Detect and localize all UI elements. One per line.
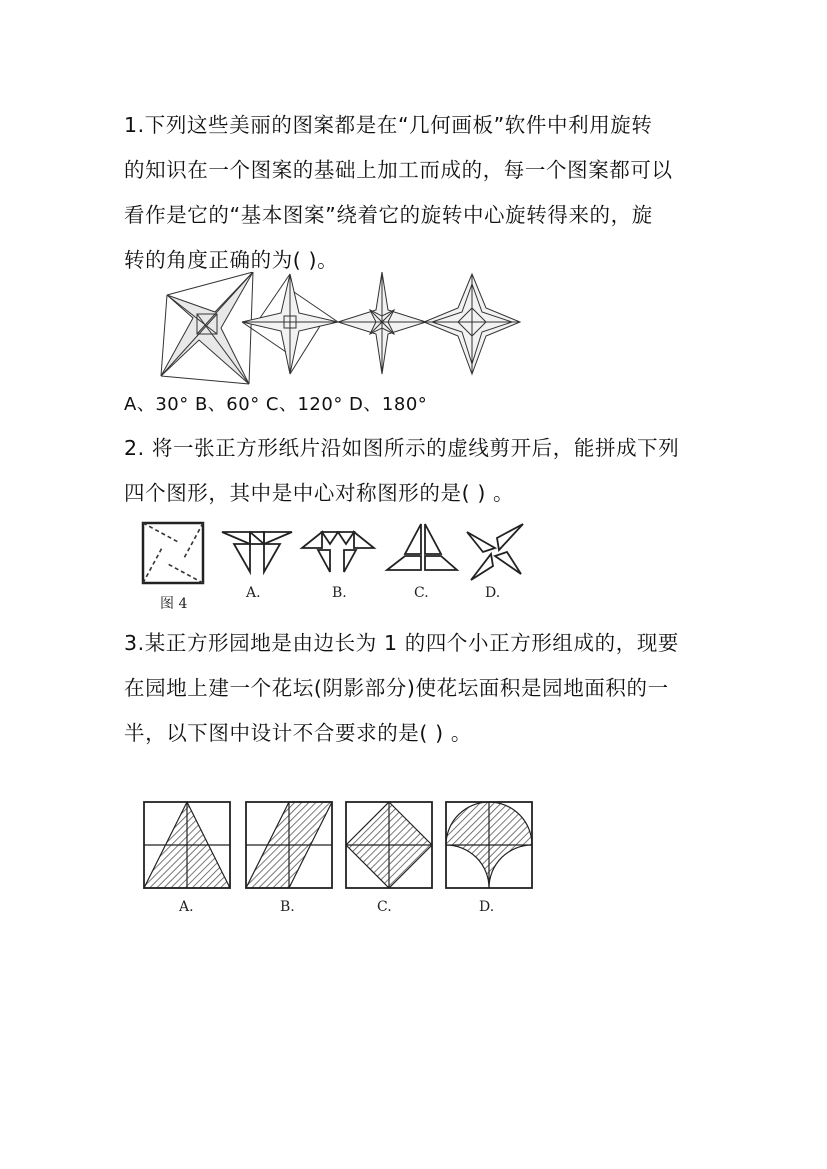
question-2-cut-square-figure bbox=[140, 520, 208, 588]
option-b-shape bbox=[302, 532, 374, 572]
pinwheel-star-pattern bbox=[161, 272, 253, 384]
question-2-option-b-label: B. bbox=[332, 585, 347, 601]
four-point-star-pattern-1 bbox=[242, 274, 338, 374]
eight-ray-star-pattern bbox=[338, 272, 426, 374]
four-point-star-pattern-2 bbox=[424, 274, 520, 374]
design-a bbox=[144, 802, 230, 888]
option-a-shape bbox=[222, 532, 292, 572]
question-3-option-a-label: A. bbox=[179, 899, 194, 915]
design-c bbox=[346, 802, 432, 888]
option-d-shape bbox=[467, 524, 523, 580]
question-1-star-patterns-figure bbox=[160, 272, 525, 387]
question-3-line-1: 3.某正方形园地是由边长为 1 的四个小正方形组成的，现要 bbox=[124, 631, 680, 655]
question-3-line-2: 在园地上建一个花坛(阴影部分)使花坛面积是园地面积的一 bbox=[124, 676, 669, 700]
question-2-option-a-label: A. bbox=[246, 585, 261, 601]
question-1-line-2: 的知识在一个图案的基础上加工而成的，每一个图案都可以 bbox=[124, 158, 673, 182]
question-2-figure-label: 图 4 bbox=[160, 596, 188, 612]
question-1-answer-choices: A、30° B、60° C、120° D、180° bbox=[124, 394, 428, 415]
question-3-line-3: 半，以下图中设计不合要求的是( ) 。 bbox=[124, 721, 472, 745]
design-b bbox=[246, 802, 332, 888]
question-1-line-4: 转的角度正确的为( )。 bbox=[124, 248, 339, 272]
question-1-line-3: 看作是它的“基本图案”绕着它的旋转中心旋转得来的，旋 bbox=[124, 203, 653, 227]
question-2-option-c-label: C. bbox=[414, 585, 429, 601]
question-2-option-d-label: D. bbox=[485, 585, 501, 601]
question-3-option-b-label: B. bbox=[280, 899, 295, 915]
question-1-line-1: 1.下列这些美丽的图案都是在“几何画板”软件中利用旋转 bbox=[124, 113, 653, 137]
question-3-option-d-label: D. bbox=[479, 899, 495, 915]
question-3-option-c-label: C. bbox=[377, 899, 392, 915]
option-c-shape bbox=[387, 524, 457, 570]
question-2-options-figure bbox=[220, 522, 525, 582]
question-2-line-2: 四个图形，其中是中心对称图形的是( ) 。 bbox=[124, 481, 515, 505]
question-2-line-1: 2. 将一张正方形纸片沿如图所示的虚线剪开后，能拼成下列 bbox=[124, 436, 680, 460]
question-3-garden-designs-figure bbox=[140, 798, 540, 894]
design-d bbox=[446, 802, 532, 888]
